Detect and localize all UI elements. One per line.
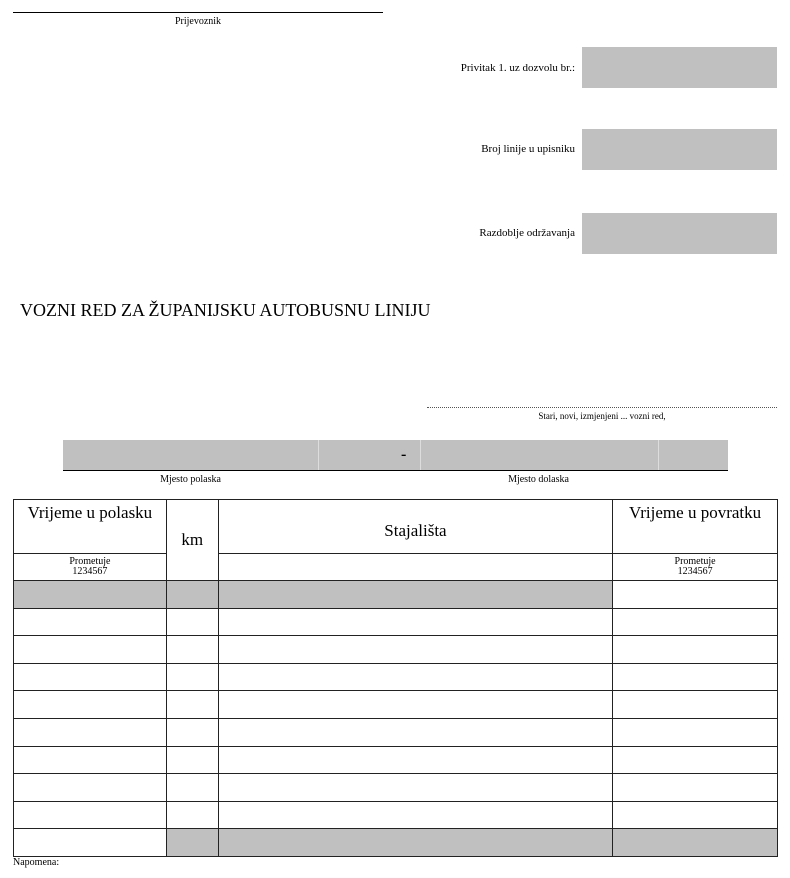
stop-cell[interactable] [218,746,612,774]
days-label: 1234567 [677,566,713,577]
departure-field[interactable] [63,440,319,470]
departure-time-cell[interactable] [14,718,167,746]
route-separator: - [401,446,407,463]
return-time-cell[interactable] [613,801,778,829]
km-cell[interactable] [166,663,218,691]
col-return-header: Vrijeme u povratku [613,500,778,554]
return-operates [613,554,778,581]
stop-cell[interactable] [218,636,612,664]
table-row [14,608,778,636]
km-cell[interactable] [166,718,218,746]
return-time-cell[interactable] [613,718,778,746]
permit-label: Privitak 1. uz dozvolu br.: [460,62,575,74]
stop-cell[interactable] [218,718,612,746]
km-cell[interactable] [166,691,218,719]
table-row [14,801,778,829]
km-cell[interactable] [166,774,218,802]
km-cell[interactable] [166,746,218,774]
departure-time-cell[interactable] [14,829,167,857]
departure-time-cell[interactable] [14,801,167,829]
table-row [14,663,778,691]
return-time-cell[interactable] [613,691,778,719]
km-cell[interactable] [166,801,218,829]
page-title: VOZNI RED ZA ŽUPANIJSKU AUTOBUSNU LINIJU [20,300,431,320]
period-label: Razdoblje održavanja [479,227,575,239]
departure-time-cell[interactable] [14,774,167,802]
timetable-type-caption: Stari, novi, izmjenjeni ... vozni red, [538,411,666,421]
table-row [14,691,778,719]
table-row [14,581,778,609]
table-row [14,718,778,746]
km-cell[interactable] [166,636,218,664]
stop-cell[interactable] [218,829,612,857]
stop-cell[interactable] [218,774,612,802]
days-label: 1234567 [72,566,108,577]
arrival-field[interactable] [420,440,659,470]
return-time-cell[interactable] [613,636,778,664]
stop-cell[interactable] [218,801,612,829]
col-stops-header: Stajališta [218,500,612,554]
km-cell[interactable] [166,829,218,857]
departure-label: Mjesto polaska [160,474,221,485]
km-cell[interactable] [166,581,218,609]
line-number-field[interactable] [582,129,777,170]
stop-cell[interactable] [218,691,612,719]
col-departure-header: Vrijeme u polasku [14,500,167,554]
carrier-line [13,12,383,13]
return-time-cell[interactable] [613,774,778,802]
table-row [14,829,778,857]
stop-cell[interactable] [218,608,612,636]
departure-time-cell[interactable] [14,636,167,664]
departure-operates [14,554,167,581]
period-field[interactable] [582,213,777,254]
table-row [14,774,778,802]
departure-time-cell[interactable] [14,663,167,691]
col-km-header: km [166,500,218,581]
departure-time-cell[interactable] [14,581,167,609]
departure-time-cell[interactable] [14,746,167,774]
return-time-cell[interactable] [613,608,778,636]
stop-cell[interactable] [218,663,612,691]
stop-cell[interactable] [218,581,612,609]
timetable-type-line[interactable] [427,407,777,408]
timetable [13,499,778,857]
table-row [14,636,778,664]
route-band [63,440,728,471]
return-time-cell[interactable] [613,829,778,857]
operates-label: Prometuje [674,556,716,567]
carrier-label: Prijevoznik [174,16,222,27]
return-time-cell[interactable] [613,663,778,691]
km-cell[interactable] [166,608,218,636]
table-row [14,746,778,774]
operates-label: Prometuje [69,556,111,567]
return-time-cell[interactable] [613,746,778,774]
line-number-label: Broj linije u upisniku [481,143,575,155]
return-time-cell[interactable] [613,581,778,609]
departure-time-cell[interactable] [14,608,167,636]
departure-time-cell[interactable] [14,691,167,719]
arrival-label: Mjesto dolaska [508,474,569,485]
stops-subheader [218,554,612,581]
permit-field[interactable] [582,47,777,88]
note-label: Napomena: [13,857,60,868]
